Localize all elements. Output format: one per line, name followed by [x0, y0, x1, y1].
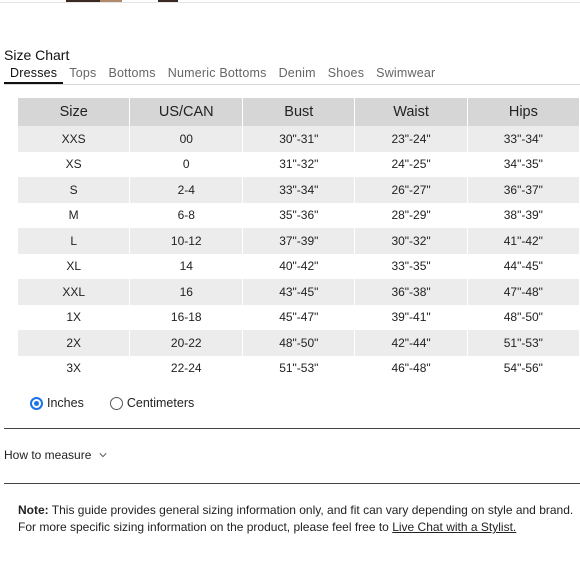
table-row	[18, 228, 580, 254]
table-cell: 42"-44"	[355, 330, 467, 356]
note-line1: This guide provides general sizing information only, and fit can vary depending on style and brand.	[48, 503, 574, 517]
table-row	[18, 356, 580, 382]
table-cell: 43"-45"	[243, 279, 355, 305]
table-cell: 20-22	[130, 330, 243, 356]
table-cell: XXS	[18, 126, 130, 152]
unit-selector	[30, 396, 194, 410]
table-cell: 41"-42"	[467, 228, 579, 254]
table-cell: 00	[130, 126, 243, 152]
table-row	[18, 330, 580, 356]
table-cell: 48"-50"	[243, 330, 355, 356]
tab-tops[interactable]: Tops	[69, 66, 97, 80]
table-cell: 37"-39"	[243, 228, 355, 254]
column-header: Hips	[467, 98, 579, 126]
inches-radio[interactable]	[30, 397, 43, 410]
table-cell: 14	[130, 254, 243, 280]
centimeters-option[interactable]	[110, 396, 194, 410]
table-cell: XS	[18, 152, 130, 178]
table-row	[18, 152, 580, 178]
table-row	[18, 126, 580, 152]
centimeters-label: Centimeters	[126, 396, 195, 410]
tab-dresses[interactable]: Dresses	[4, 66, 63, 84]
table-cell: XL	[18, 254, 130, 280]
table-row	[18, 203, 580, 229]
note-text	[18, 502, 580, 536]
table-cell: 34"-35"	[467, 152, 579, 178]
table-cell: 45"-47"	[243, 305, 355, 331]
table-cell: 36"-38"	[355, 279, 467, 305]
table-row	[18, 279, 580, 305]
table-cell: 22-24	[130, 356, 243, 382]
table-cell: 51"-53"	[467, 330, 579, 356]
category-tabs	[4, 66, 441, 84]
table-cell: 31"-32"	[243, 152, 355, 178]
table-cell: S	[18, 177, 130, 203]
table-cell: 6-8	[130, 203, 243, 229]
table-cell: 2X	[18, 330, 130, 356]
centimeters-radio[interactable]	[110, 397, 123, 410]
table-cell: 30"-31"	[243, 126, 355, 152]
top-image-strip	[0, 0, 580, 3]
inches-option[interactable]	[30, 396, 84, 410]
table-cell: 36"-37"	[467, 177, 579, 203]
tab-denim[interactable]: Denim	[278, 66, 316, 80]
chevron-down-icon	[99, 451, 107, 459]
table-cell: 46"-48"	[355, 356, 467, 382]
table-cell: 54"-56"	[467, 356, 579, 382]
table-cell: L	[18, 228, 130, 254]
how-to-measure-toggle[interactable]	[4, 448, 107, 462]
table-cell: XXL	[18, 279, 130, 305]
note-label: Note:	[18, 503, 49, 517]
column-header: Waist	[355, 98, 467, 126]
table-cell: 47"-48"	[467, 279, 579, 305]
table-cell: 40"-42"	[243, 254, 355, 280]
table-cell: 24"-25"	[355, 152, 467, 178]
tab-numeric-bottoms[interactable]: Numeric Bottoms	[167, 66, 267, 80]
table-cell: M	[18, 203, 130, 229]
table-row	[18, 177, 580, 203]
table-header-row	[18, 98, 580, 126]
how-to-measure-label: How to measure	[4, 448, 92, 462]
table-cell: 39"-41"	[355, 305, 467, 331]
table-cell: 35"-36"	[243, 203, 355, 229]
column-header: Bust	[243, 98, 355, 126]
table-cell: 28"-29"	[355, 203, 467, 229]
divider	[4, 428, 580, 429]
table-cell: 16	[130, 279, 243, 305]
table-cell: 26"-27"	[355, 177, 467, 203]
table-cell: 30"-32"	[355, 228, 467, 254]
table-cell: 10-12	[130, 228, 243, 254]
table-cell: 3X	[18, 356, 130, 382]
tab-bottoms[interactable]: Bottoms	[108, 66, 156, 80]
table-cell: 0	[130, 152, 243, 178]
table-cell: 33"-34"	[243, 177, 355, 203]
live-chat-link[interactable]: Live Chat with a Stylist.	[392, 520, 517, 534]
note-line2: For more specific sizing information on the product, please feel free to	[18, 520, 393, 534]
page-title: Size Chart	[4, 47, 70, 63]
table-cell: 16-18	[130, 305, 243, 331]
inches-label: Inches	[47, 396, 84, 410]
column-header: US/CAN	[130, 98, 243, 126]
tabs-divider	[4, 84, 580, 85]
table-cell: 38"-39"	[467, 203, 579, 229]
table-cell: 2-4	[130, 177, 243, 203]
table-cell: 51"-53"	[243, 356, 355, 382]
table-cell: 44"-45"	[467, 254, 579, 280]
size-table	[18, 98, 580, 381]
table-row	[18, 305, 580, 331]
table-cell: 1X	[18, 305, 130, 331]
table-cell: 23"-24"	[355, 126, 467, 152]
table-cell: 33"-35"	[355, 254, 467, 280]
table-cell: 33"-34"	[467, 126, 579, 152]
table-row	[18, 254, 580, 280]
table-cell: 48"-50"	[467, 305, 579, 331]
tab-shoes[interactable]: Shoes	[327, 66, 365, 80]
divider	[4, 483, 580, 484]
column-header: Size	[18, 98, 130, 126]
tab-swimwear[interactable]: Swimwear	[376, 66, 436, 80]
